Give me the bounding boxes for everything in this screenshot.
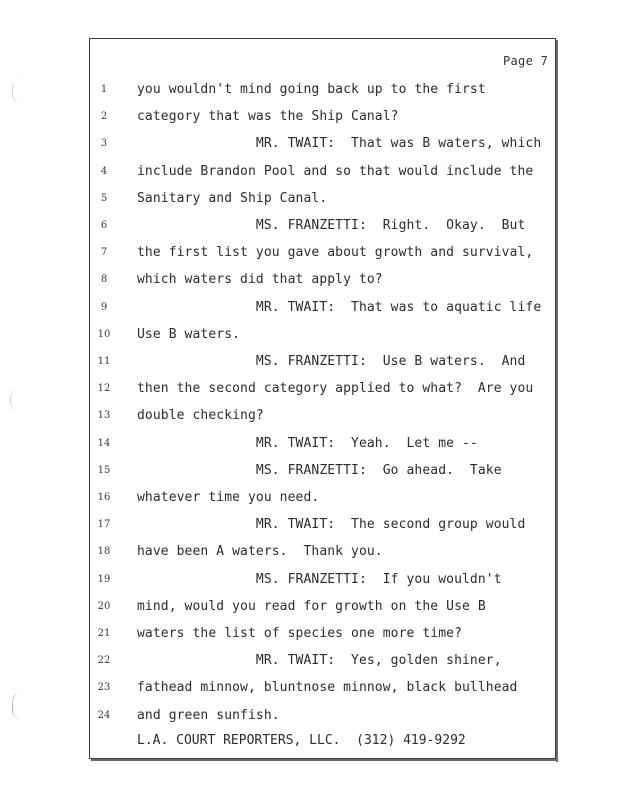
line-number: 1 <box>100 84 108 95</box>
transcript-line: MS. FRANZETTI: Use B waters. And <box>137 354 526 369</box>
transcript-line: MR. TWAIT: Yeah. Let me -- <box>137 435 478 451</box>
transcript-line: MR. TWAIT: That was B waters, which <box>137 136 542 152</box>
line-number: 5 <box>100 192 108 204</box>
line-number: 3 <box>100 138 108 150</box>
page-number: Page 7 <box>503 54 549 68</box>
line-number: 21 <box>97 628 111 639</box>
line-number: 17 <box>97 519 111 531</box>
transcript-line: and green sunfish. <box>137 707 280 723</box>
transcript-line: MR. TWAIT: That was to aquatic life <box>137 299 542 315</box>
transcript-line: MR. TWAIT: The second group would <box>137 517 526 533</box>
page-shadow-bottom <box>91 759 558 761</box>
line-number: 12 <box>97 383 111 395</box>
transcript-line: category that was the Ship Canal? <box>137 109 399 125</box>
transcript-line: have been A waters. Thank you. <box>137 544 383 560</box>
page-shadow-right <box>556 40 558 762</box>
line-number: 2 <box>100 111 108 123</box>
transcript-line: Sanitary and Ship Canal. <box>137 190 328 206</box>
transcript-line: Use B waters. <box>137 326 241 342</box>
scan-artifact-bottom <box>12 692 25 720</box>
transcript-line: mind, would you read for growth on the Use B <box>137 598 486 614</box>
line-number: 16 <box>97 492 111 503</box>
line-number: 13 <box>97 410 111 422</box>
scan-artifact-top <box>12 78 27 104</box>
line-number: 11 <box>97 356 111 367</box>
line-number: 22 <box>97 655 111 667</box>
line-number: 9 <box>100 301 108 313</box>
transcript-line: the first list you gave about growth and survival, <box>137 245 534 261</box>
line-number: 14 <box>97 437 111 449</box>
line-number: 24 <box>97 709 111 721</box>
line-number: 19 <box>97 573 111 585</box>
line-number: 10 <box>97 328 111 340</box>
line-number: 4 <box>100 165 108 177</box>
scan-artifact-middle <box>10 388 21 412</box>
line-number: 8 <box>100 274 108 286</box>
transcript-line: include Brandon Pool and so that would include the <box>137 163 534 179</box>
line-number: 18 <box>97 546 111 558</box>
transcript-line: then the second category applied to what? Are you <box>137 381 534 397</box>
line-number: 15 <box>97 464 111 476</box>
transcript-line: MR. TWAIT: Yes, golden shiner, <box>137 653 502 669</box>
line-number: 23 <box>97 682 111 694</box>
transcript-line: double checking? <box>137 408 264 424</box>
line-number: 20 <box>97 600 111 612</box>
transcript-line: you wouldn't mind going back up to the first <box>137 82 486 97</box>
transcript-line: MS. FRANZETTI: If you wouldn't <box>137 571 502 587</box>
transcript-line: whatever time you need. <box>137 490 320 505</box>
transcript-line: fathead minnow, bluntnose minnow, black bullhead <box>137 680 518 696</box>
line-number: 6 <box>100 220 108 231</box>
reporter-footer: L.A. COURT REPORTERS, LLC. (312) 419-9292 <box>137 733 466 748</box>
transcript-line: which waters did that apply to? <box>137 272 383 288</box>
line-number: 7 <box>100 247 108 259</box>
transcript-line: MS. FRANZETTI: Go ahead. Take <box>137 462 502 478</box>
transcript-line: MS. FRANZETTI: Right. Okay. But <box>137 218 526 233</box>
transcript-line: waters the list of species one more time? <box>137 626 462 641</box>
